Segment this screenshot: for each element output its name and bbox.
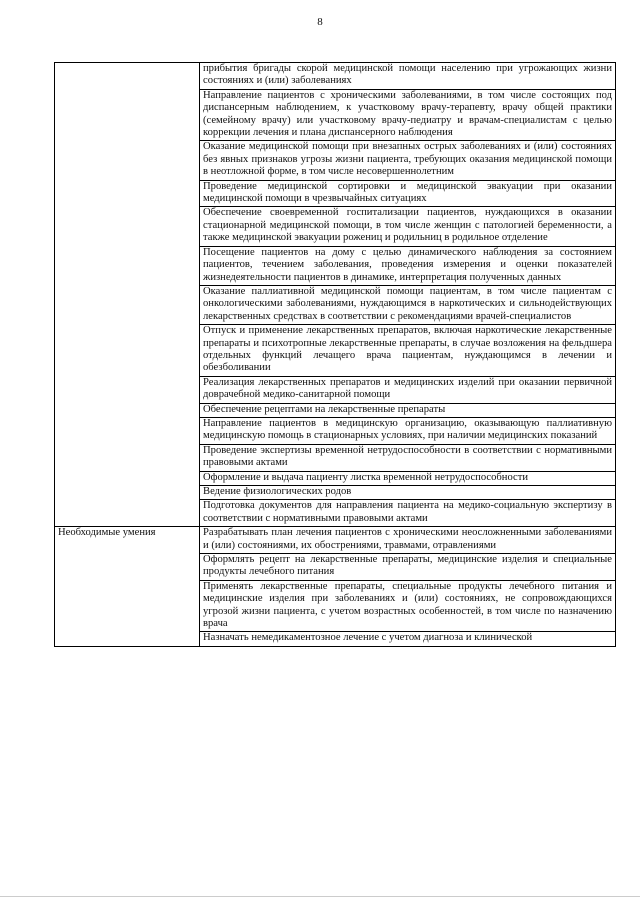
table-cell-item: Назначать немедикаментозное лечение с учетом диагноза и клинической bbox=[200, 632, 616, 646]
table-cell-item: Оформление и выдача пациенту листка временной нетрудоспособности bbox=[200, 471, 616, 485]
competency-table bbox=[54, 62, 616, 647]
table-cell-item: Применять лекарственные препараты, специальные продукты лечебного питания и медицинские изделия при заболеваниях и (или) состояниях, не сопровождающихся угрозой жизни пациента, с учетом возрастных особенностей, в том числе по назначению врача bbox=[200, 580, 616, 632]
table-cell-item: Оказание медицинской помощи при внезапных острых заболеваниях и (или) состояниях без явных признаков угрозы жизни пациента, требующих оказания медицинской помощи в неотложной форме, в том числе несовершеннолетним bbox=[200, 141, 616, 180]
table-cell-item: Реализация лекарственных препаратов и медицинских изделий при оказании первичной доврачебной медико-санитарной помощи bbox=[200, 376, 616, 403]
table-cell-item: Разрабатывать план лечения пациентов с хроническими неосложненными заболеваниями и (или) состояниями, их обострениями, травмами, отравлениями bbox=[200, 527, 616, 554]
table-cell-item: Направление пациентов с хроническими заболеваниями, в том числе состоящих под диспансерным наблюдением, к участковому врачу-терапевту, врачу общей практики (семейному врачу) или участковому врачу-педиатру и врачам-специалистам с целью коррекции лечения и плана диспансерного наблюдения bbox=[200, 89, 616, 141]
section-label-empty bbox=[55, 63, 200, 527]
table-cell-item: Отпуск и применение лекарственных препаратов, включая наркотические лекарственные препараты и психотропные лекарственные препараты, в случае возложения на фельдшера отдельных функций лечащего врача пациентам, нуждающимся в лечении и обезболивании bbox=[200, 325, 616, 377]
section-label: Необходимые умения bbox=[55, 527, 200, 647]
table-cell-item: Проведение экспертизы временной нетрудоспособности в соответствии с нормативными правовыми актами bbox=[200, 444, 616, 471]
table-cell-item: Проведение медицинской сортировки и медицинской эвакуации при оказании медицинской помощи в чрезвычайных ситуациях bbox=[200, 180, 616, 207]
table-row bbox=[55, 63, 616, 90]
page-number: 8 bbox=[317, 16, 323, 28]
table-cell-item: Подготовка документов для направления пациента на медико-социальную экспертизу в соответствии с нормативными правовыми актами bbox=[200, 500, 616, 527]
table-cell-item: прибытия бригады скорой медицинской помощи населению при угрожающих жизни состояниях и (или) заболеваниях bbox=[200, 63, 616, 90]
table-cell-item: Направление пациентов в медицинскую организацию, оказывающую паллиативную медицинскую помощь в стационарных условиях, при наличии медицинских показаний bbox=[200, 417, 616, 444]
page-edge-line bbox=[0, 896, 640, 897]
table-cell-item: Посещение пациентов на дому с целью динамического наблюдения за состоянием пациентов, течением заболевания, проведения измерения и оценки показателей жизнедеятельности пациентов в динамике, интерпретация полученных данных bbox=[200, 246, 616, 285]
table-cell-item: Обеспечение рецептами на лекарственные препараты bbox=[200, 403, 616, 417]
table-row bbox=[55, 527, 616, 554]
table-cell-item: Ведение физиологических родов bbox=[200, 486, 616, 500]
table-cell-item: Обеспечение своевременной госпитализации пациентов, нуждающихся в оказании стационарной медицинской помощи, в том числе женщин с патологией беременности, а также медицинской эвакуации рожениц и родильниц в родильное отделение bbox=[200, 207, 616, 246]
table-cell-item: Оформлять рецепт на лекарственные препараты, медицинские изделия и специальные продукты лечебного питания bbox=[200, 554, 616, 581]
table-cell-item: Оказание паллиативной медицинской помощи пациентам, в том числе пациентам с онкологическими заболеваниями, нуждающимся в наркотических и сильнодействующих лекарственных средствах в соответствии с рекомендациями врачей-специалистов bbox=[200, 285, 616, 324]
